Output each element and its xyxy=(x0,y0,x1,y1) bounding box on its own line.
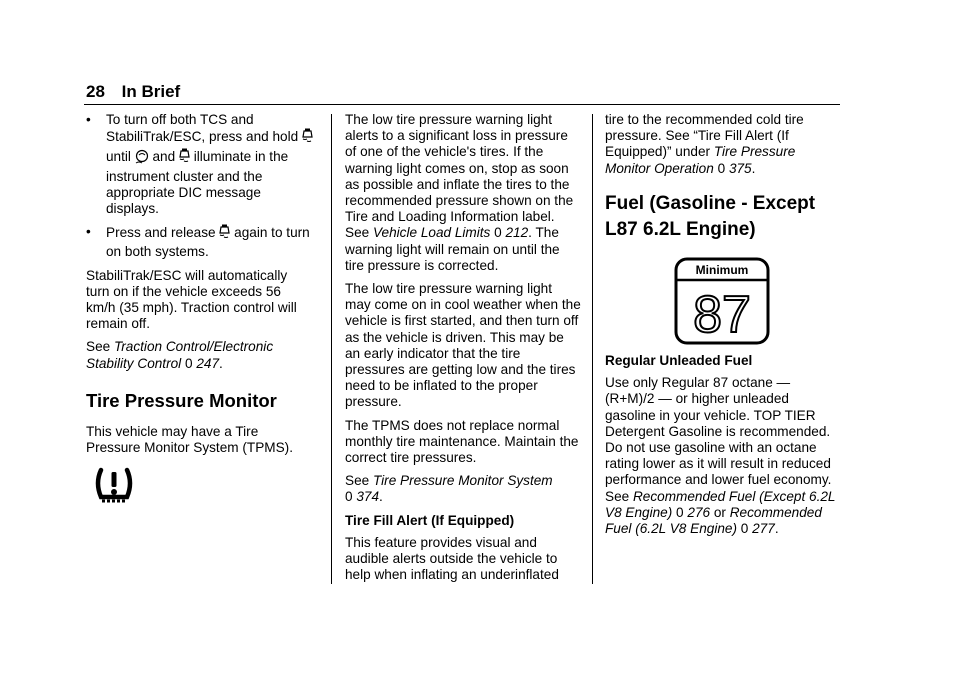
link-tpms[interactable]: Tire Pressure Monitor System xyxy=(372,473,553,489)
page-ref-arrow: 0 xyxy=(345,489,353,505)
page-ref[interactable]: 212 xyxy=(505,225,529,241)
bullet-marker: • xyxy=(86,224,91,240)
paragraph-octane xyxy=(605,375,841,537)
bullet-text-rest: in the instrument cluster and the appropriate DIC message displays. xyxy=(106,149,289,217)
column-2 xyxy=(345,112,581,590)
paragraph-see-tpms xyxy=(345,473,581,505)
header-rule xyxy=(84,104,840,105)
period: . xyxy=(219,355,223,371)
page-ref-arrow: 0 xyxy=(184,355,193,371)
page-ref[interactable]: 247 xyxy=(196,355,220,371)
column-3 xyxy=(605,112,841,544)
octane-number-text: 87 xyxy=(693,285,751,344)
page-header xyxy=(86,82,180,102)
text: Use only Regular 87 octane — (R+M)/2 — or higher unleaded gasoline in your vehicle. TOP TIER Detergent Gasoline is recommended. Do not use gasoline with an octane rating lower as it will result in reduced performance and lower fuel economy. See xyxy=(605,375,832,504)
text: tire to the recommended cold tire pressure. See “Tire Fill Alert (If Equipped)” under xyxy=(605,112,804,160)
bullet-text: To turn off both TCS and StabiliTrak/ESC, press and hold xyxy=(106,112,299,145)
see-text: See xyxy=(345,473,373,489)
link-vehicle-load-limits[interactable]: Vehicle Load Limits xyxy=(372,225,491,241)
paragraph-low-tire xyxy=(345,112,581,274)
octane-minimum-text: Minimum xyxy=(695,262,749,277)
heading-fuel: Fuel (Gasoline - Except L87 6.2L Engine) xyxy=(605,192,816,240)
bullet-turn-off xyxy=(86,112,314,217)
period: . xyxy=(379,489,383,505)
bullet-text-and: and xyxy=(152,149,176,165)
paragraph-cool-weather: The low tire pressure warning light may come on in cool weather when the vehicle is first started, and then turn off as the vehicle is driven. This may be an early indicator that the tire pressures are getting low and the tires need to be inflated to the proper pressure. xyxy=(345,281,581,410)
subheading-regular-unleaded: Regular Unleaded Fuel xyxy=(605,353,753,369)
link-recommended-fuel-except[interactable]: Recommended Fuel (Except 6.2L V8 Engine) xyxy=(605,488,836,520)
column-divider xyxy=(592,114,593,584)
page-ref[interactable]: 374 xyxy=(356,489,380,505)
page-number: 28 xyxy=(86,82,105,101)
period: . xyxy=(751,160,756,176)
traction-off-icon xyxy=(135,149,149,168)
page-ref[interactable]: 277 xyxy=(752,521,775,537)
text: The low tire pressure warning light alerts to a significant loss in pressure of one of the vehicle's tires. If the warning light comes on, stop as soon as possible and inflate the tires to the recommended pressure shown on the Tire and Loading Information label. See xyxy=(345,112,574,241)
link-tpms-operation[interactable]: Tire Pressure Monitor Operation xyxy=(605,144,796,176)
paragraph-cold-tire xyxy=(605,112,841,177)
page-ref-arrow: 0 xyxy=(676,504,684,520)
see-text: See xyxy=(86,339,114,355)
period: . xyxy=(774,521,779,537)
esc-off-icon xyxy=(219,224,230,244)
bullet-turn-on xyxy=(86,224,314,260)
octane-label-icon xyxy=(674,257,841,349)
subheading-tire-fill-alert: Tire Fill Alert (If Equipped) xyxy=(345,512,515,528)
page-ref[interactable]: 375 xyxy=(728,160,752,176)
page-ref-arrow: 0 xyxy=(717,160,726,176)
text: . The warning light will remain on until the tire pressure is corrected. xyxy=(345,225,560,273)
column-1 xyxy=(86,112,314,463)
esc-off-icon xyxy=(179,148,190,168)
paragraph-maintenance: The TPMS does not replace normal monthly tire maintenance. Maintain the correct tire pressures. xyxy=(345,417,579,466)
text-or: or xyxy=(710,504,730,520)
bullet-text-illuminate: illuminate xyxy=(193,149,252,165)
bullet-text-2: again to turn on both systems. xyxy=(106,225,310,260)
paragraph-see-traction xyxy=(86,339,314,371)
section-title: In Brief xyxy=(121,82,181,101)
link-traction-control[interactable]: Traction Control/Electronic Stability Control xyxy=(86,339,274,371)
column-divider xyxy=(331,114,332,584)
tpms-warning-icon xyxy=(92,464,136,515)
bullet-marker: • xyxy=(86,112,91,127)
page-ref[interactable]: 276 xyxy=(687,504,711,520)
page-ref-arrow: 0 xyxy=(494,225,502,241)
paragraph-tpms: This vehicle may have a Tire Pressure Monitor System (TPMS). xyxy=(86,423,293,456)
paragraph-tire-fill: This feature provides visual and audible alerts outside the vehicle to help when inflating an underinflated xyxy=(345,534,559,583)
heading-tire-pressure-monitor: Tire Pressure Monitor xyxy=(86,389,277,411)
bullet-text-until: until xyxy=(106,149,131,165)
link-recommended-fuel-62[interactable]: Recommended Fuel (6.2L V8 Engine) xyxy=(605,504,822,537)
paragraph-auto-on: StabiliTrak/ESC will automatically turn on if the vehicle exceeds 56 km/h (35 mph). Traction control will remain off. xyxy=(86,267,297,332)
page-ref-arrow: 0 xyxy=(740,521,749,537)
esc-off-icon xyxy=(302,128,313,148)
bullet-text: Press and release xyxy=(106,225,216,241)
